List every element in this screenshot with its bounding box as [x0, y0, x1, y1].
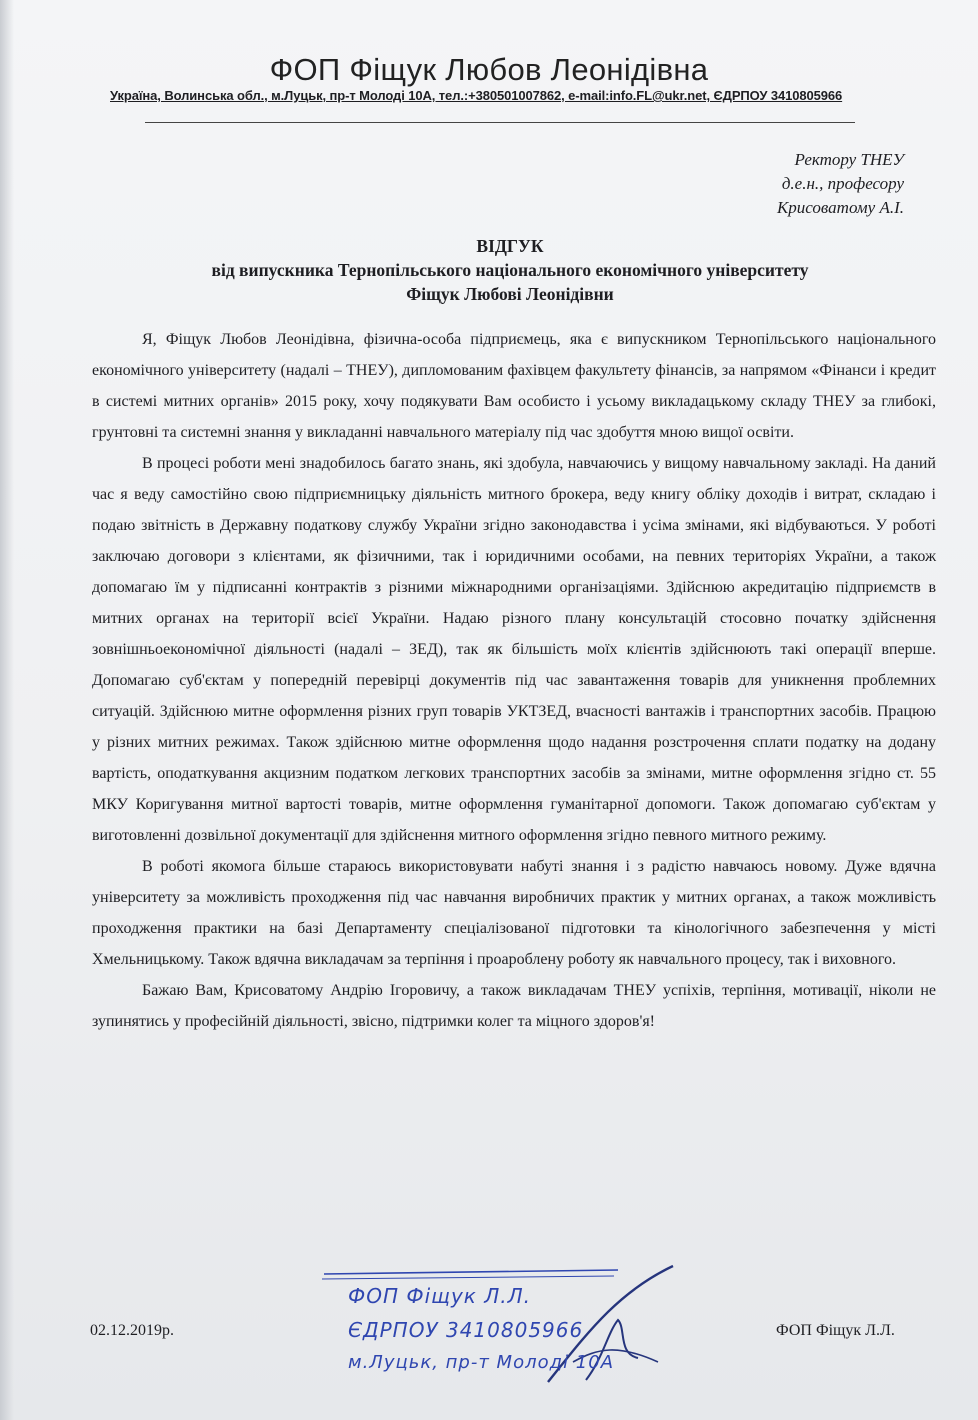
letterhead-divider — [145, 122, 855, 123]
letter-date: 02.12.2019р. — [90, 1322, 174, 1339]
heading-line: Фіщук Любові Леонідівни — [406, 284, 614, 304]
company-stamp — [318, 1262, 678, 1392]
body-paragraph: В роботі якомога більше стараюсь використовувати набуті знання і з радістю навчаюсь новому. Дуже вдячна університету за можливість проходження під час навчання виробничих практик у митних органах, а також можливість проходження практики на базі Департаменту спеціалізованої підготовки та кінологічного забезпечення у місті Хмельницькому. Також вдячна викладачам за терпіння і проароблену роботу як навчального процесу, так і виховного. — [92, 858, 936, 968]
addressee-line: д.е.н., професору — [781, 174, 904, 193]
document-heading — [0, 234, 978, 306]
stamp-text: м.Луцьк, пр-т Молоді 10А — [348, 1352, 615, 1373]
page-edge-shadow — [0, 0, 14, 1420]
letterhead-contacts: Україна, Волинська обл., м.Луцьк, пр-т Молоді 10А, тел.:+380501007862, e-mail:info.FL@ukr.net, ЄДРПОУ 3410805966 — [110, 88, 843, 103]
body-paragraph: В процесі роботи мені знадобилось багато знань, які здобула, навчаючись у вищому навчальному закладі. На даний час я веду самостійно свою підприємницьку діяльність митного брокера, веду книгу обліку доходів і витрат, складаю і подаю звітність в Державну податкову службу України згідно законодавства і усіма змінами, які відбуваються. У роботі заключаю договори з клієнтами, як фізичними, так і юридичними особами, на певних територіях України, а також допомагаю їм у підписанні контрактів з різними міжнародними організаціями. Здійснюю акредитацію підприємств в митних органах на території всієї України. Надаю різного плану консультацій стосовно початку здійснення зовнішньоекономічної діяльності (надалі – ЗЕД), так як більшість моїх клієнтів здійснюють такі операції вперше. Допомагаю суб'єктам у попередній перевірці документів під час завантаження товарів для уникнення проблемних ситуацій. Здійснюю митне оформлення різних груп товарів УКТЗЕД, вчасності вантажів і транспортних засобів. Працюю у різних митних режимах. Також здійснюю митне оформлення щодо надання розстрочення сплати податку на додану вартість, оподаткування акцизним податком легкових транспортних засобів за змінами, митне оформлення згідно ст. 55 МКУ Коригування митної вартості товарів, митне оформлення гуманітарної допомоги. Також допомагаю суб'єктам у виготовленні дозвільної документації для здійснення митного оформлення згідно певного митного режиму. — [92, 455, 936, 844]
addressee-line: Ректору ТНЕУ — [794, 150, 904, 169]
heading-line: ВІДГУК — [476, 236, 544, 256]
stamp-text: ЄДРПОУ 3410805966 — [348, 1318, 584, 1342]
heading-line: від випускника Тернопільського національного економічного університету — [211, 260, 809, 280]
body-paragraph: Я, Фіщук Любов Леонідівна, фізична-особа підприємець, яка є випускником Тернопільського національного економічного університету (надалі – ТНЕУ), дипломованим фахівцем факультету фінансів, за напрямом «Фінанси і кредит в системі митних органів» 2015 року, хочу подякувати Вам особисто і усьому викладацькому складу ТНЕУ за глибокі, грунтовні та системні знання у викладанні навчального матеріалу під час здобуття мною вищої освіти. — [92, 331, 936, 441]
letter-body — [92, 324, 936, 1037]
addressee-line: Крисоватому А.І. — [777, 198, 904, 217]
body-paragraph: Бажаю Вам, Крисоватому Андрію Ігоровичу, а також викладачам ТНЕУ успіхів, терпіння, мотивації, ніколи не зупинятись у професійній діяльності, звісно, підтримки колег та міцного здоров'я! — [92, 982, 936, 1030]
stamp-text: ФОП Фіщук Л.Л. — [348, 1284, 532, 1308]
addressee-block — [504, 148, 904, 220]
letterhead-title: ФОП Фіщук Любов Леонідівна — [269, 52, 709, 87]
signatory-name: ФОП Фіщук Л.Л. — [776, 1322, 895, 1339]
